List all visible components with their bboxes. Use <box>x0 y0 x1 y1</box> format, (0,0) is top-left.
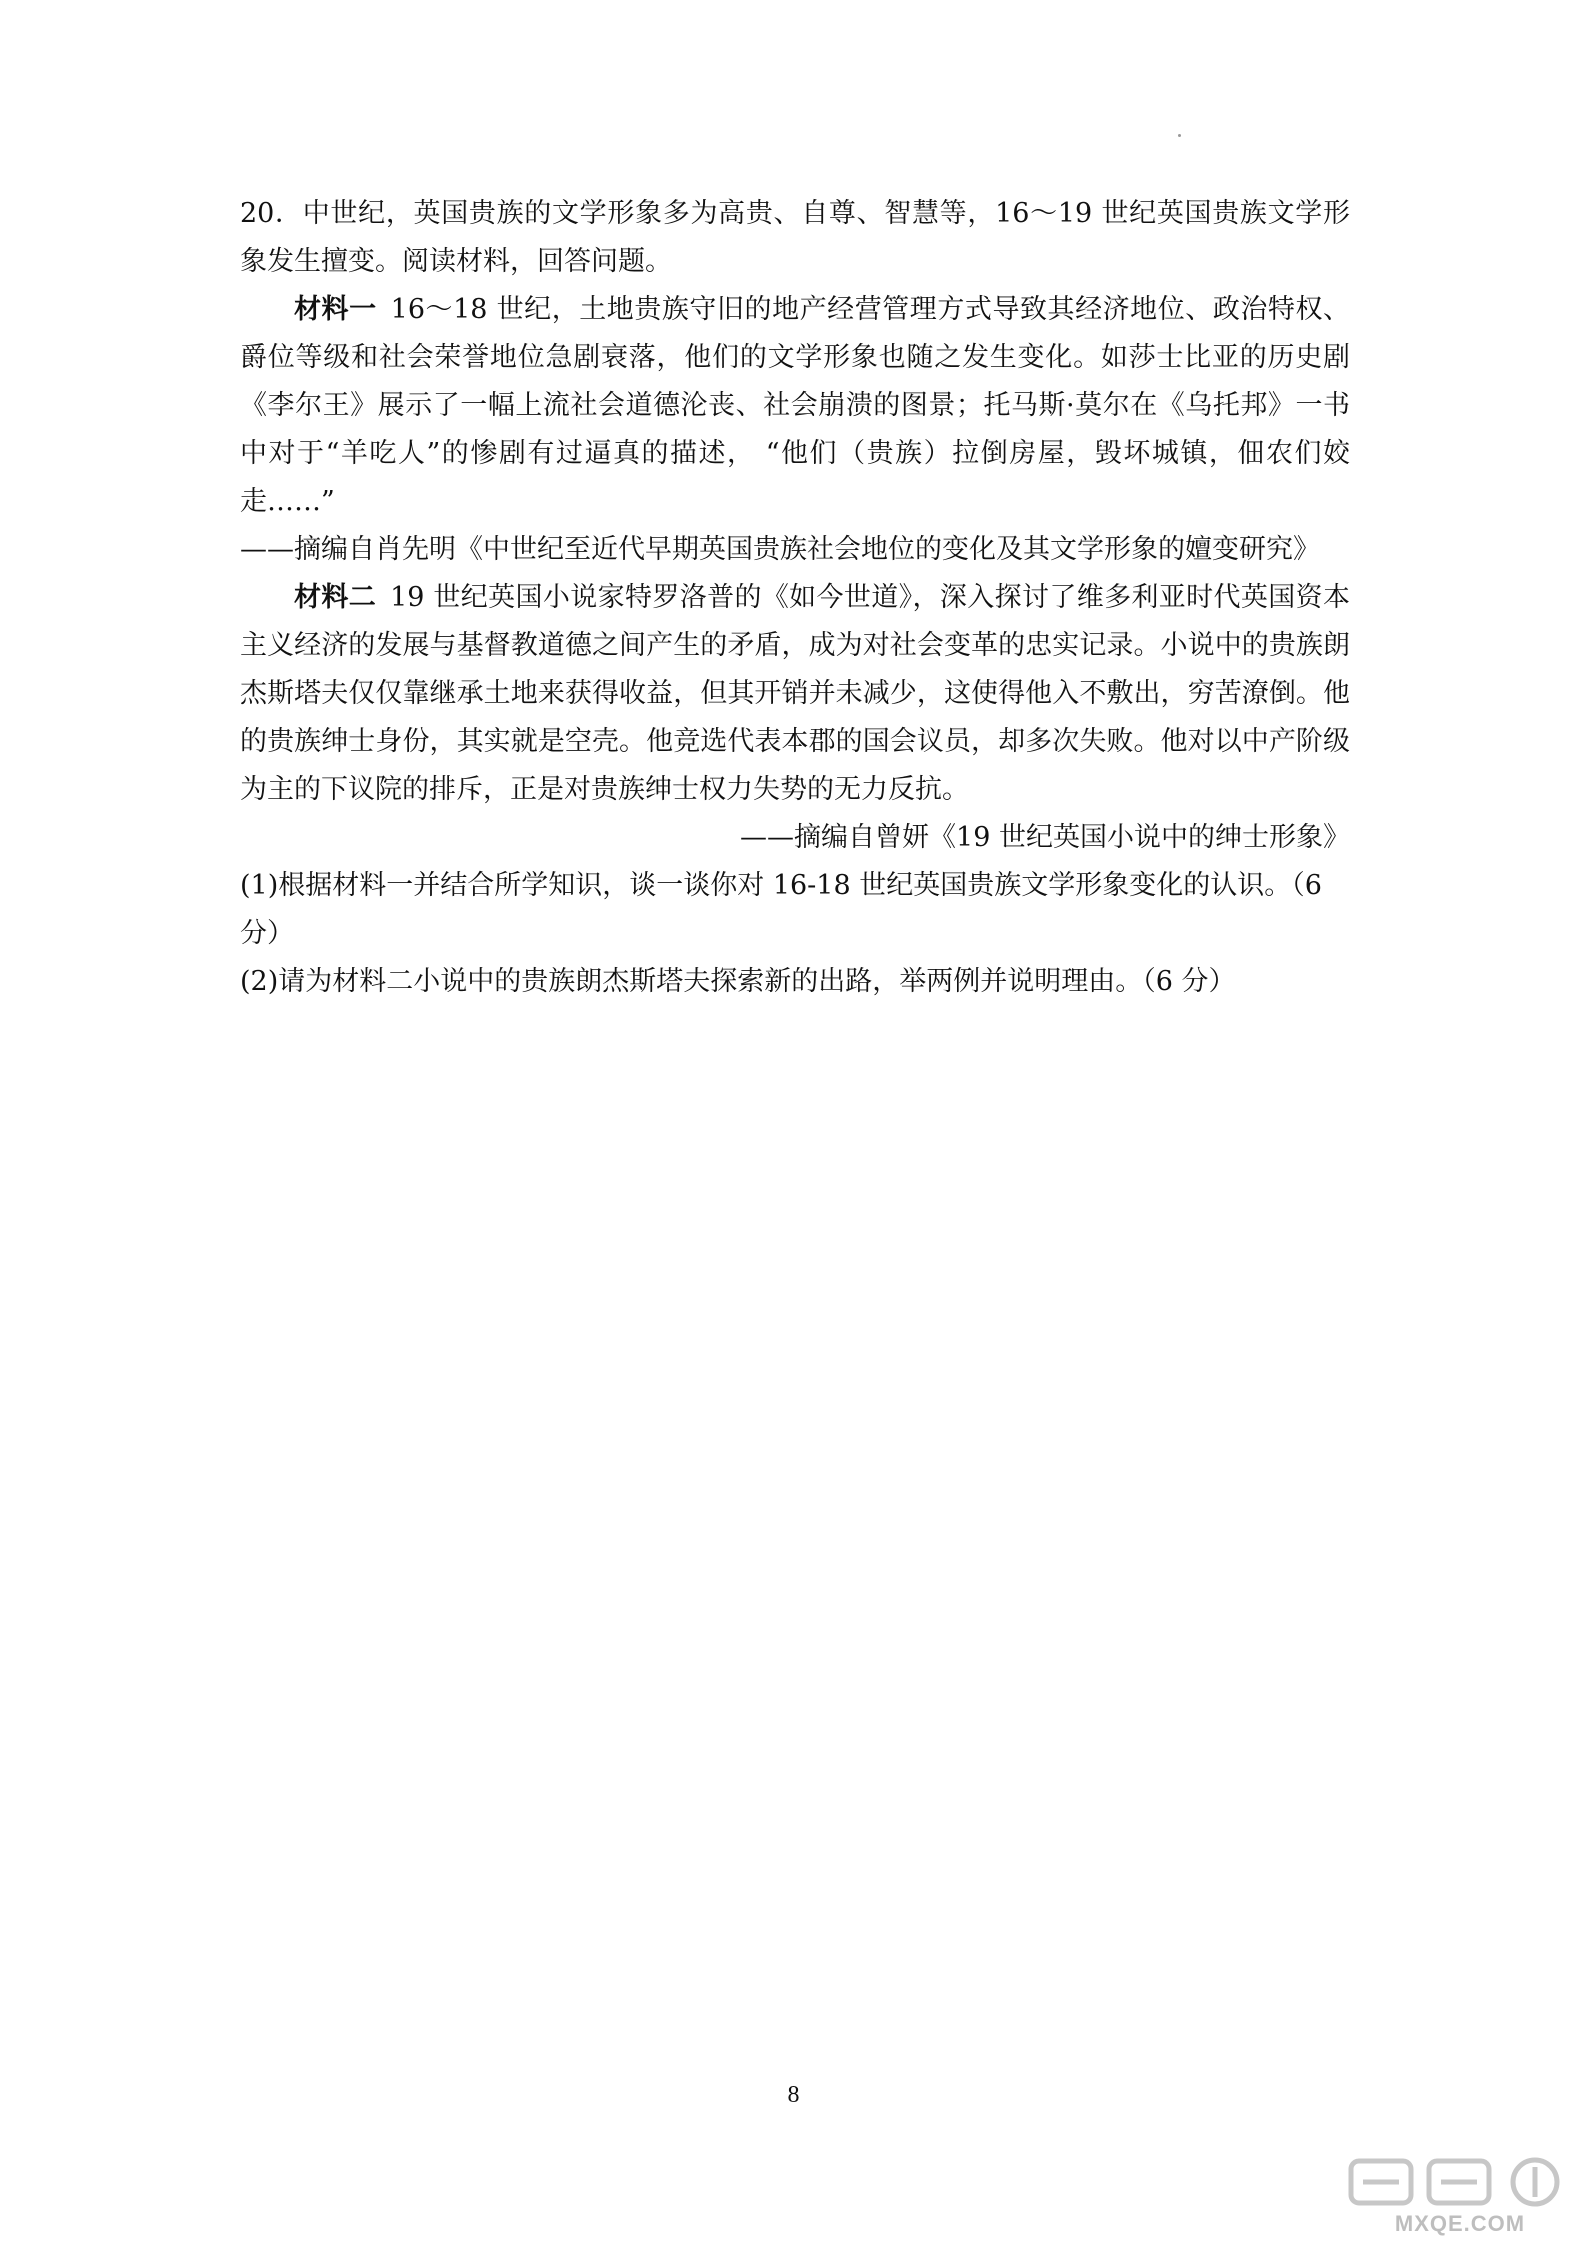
page-number: 8 <box>787 2082 800 2108</box>
material-two-source: ——摘编自曾妍《19 世纪英国小说中的绅士形象》 <box>740 822 1350 853</box>
question-stem: 20．中世纪，英国贵族的文学形象多为高贵、自尊、智慧等，16～19 世纪英国贵族文学形象发生擅变。阅读材料，回答问题。 <box>240 198 1350 277</box>
material-two-label: 材料二 <box>294 582 377 613</box>
sub-question-2: (2)请为材料二小说中的贵族朗杰斯塔夫探索新的出路，举两例并说明理由。（6 分） <box>240 966 1236 997</box>
material-two <box>240 574 1350 814</box>
material-one-label: 材料一 <box>294 294 377 325</box>
question-20 <box>240 190 1350 1006</box>
material-one-source: ——摘编自肖先明《中世纪至近代早期英国贵族社会地位的变化及其文学形象的嬗变研究》 <box>240 534 1320 565</box>
sub-question-1: (1)根据材料一并结合所学知识，谈一谈你对 16-18 世纪英国贵族文学形象变化的认识。（6 分） <box>240 870 1322 949</box>
watermark-logo <box>1345 2155 1575 2237</box>
scan-dot <box>1178 134 1181 137</box>
material-one-text: 16～18 世纪，土地贵族守旧的地产经营管理方式导致其经济地位、政治特权、爵位等级和社会荣誉地位急剧衰落，他们的文学形象也随之发生变化。如莎士比亚的历史剧《李尔王》展示了一幅上流社会道德沦丧、社会崩溃的图景；托马斯·莫尔在《乌托邦》一书中对于“羊吃人”的惨剧有过逼真的描述， “他们（贵族）拉倒房屋，毁坏城镇，佃农们姣走……” <box>240 294 1351 517</box>
watermark-site: MXQE.COM <box>1394 2211 1526 2236</box>
material-one <box>240 286 1350 526</box>
watermark-logo-icon <box>1345 2155 1575 2207</box>
material-two-text: 19 世纪英国小说家特罗洛普的《如今世道》，深入探讨了维多利亚时代英国资本主义经济的发展与基督教道德之间产生的矛盾，成为对社会变革的忠实记录。小说中的贵族朗杰斯塔夫仅仅靠继承土地来获得收益，但其开销并未减少，这使得他入不敷出，穷苦潦倒。他的贵族绅士身份，其实就是空壳。他竞选代表本郡的国会议员，却多次失败。他对以中产阶级为主的下议院的排斥，正是对贵族绅士权力失势的无力反抗。 <box>240 582 1351 805</box>
